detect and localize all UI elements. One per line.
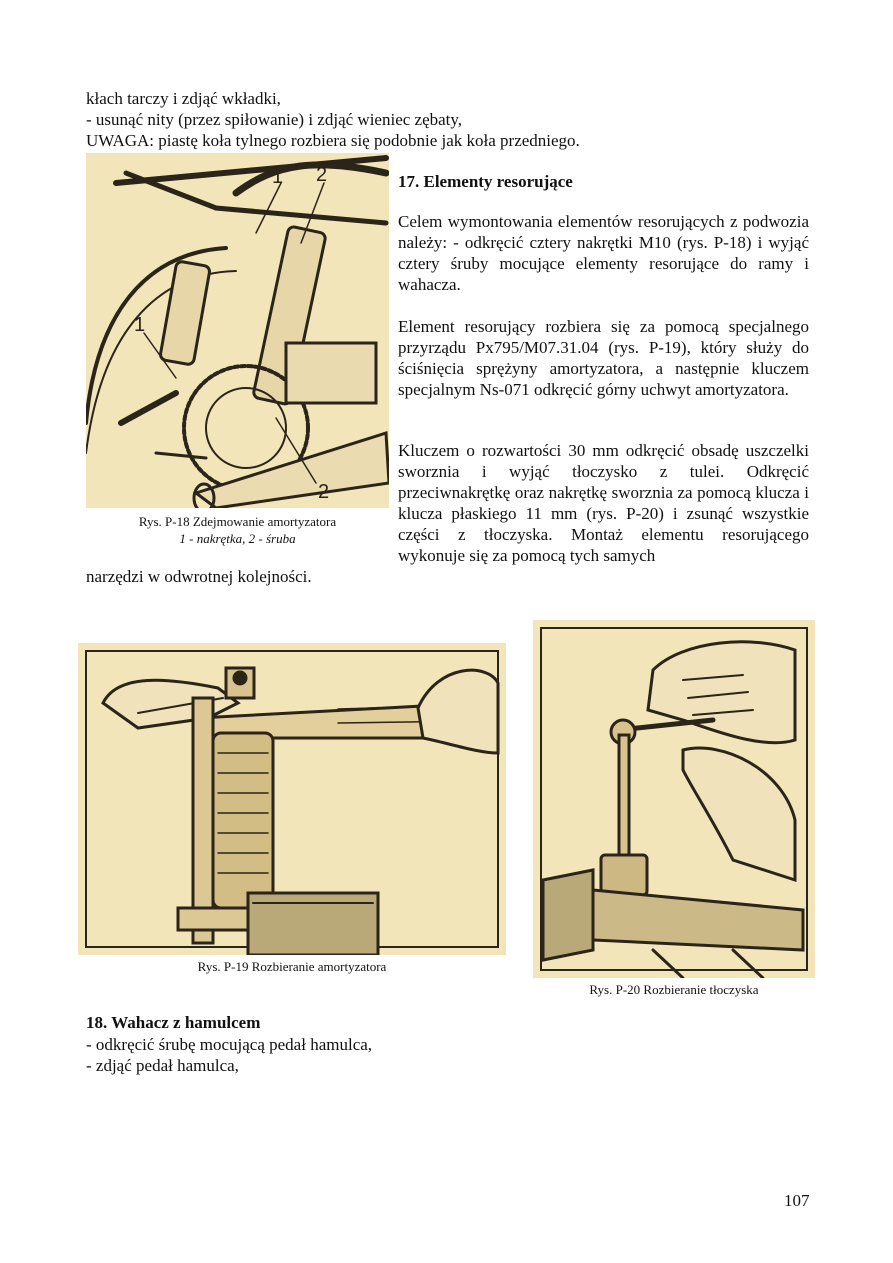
figure-p18-caption: Rys. P-18 Zdejmowanie amortyzatora (138, 514, 337, 529)
section-18-heading: 18. Wahacz z hamulcem (86, 1013, 261, 1032)
figure-p18-illustration (86, 153, 389, 508)
section-17-paragraph-2: Element resorujący rozbiera się za pomocą specjalnego przyrządu Px795/M07.31.04 (rys. P-19), który służy do ściśnięcia sprężyny amortyzatora, a następnie kluczem specjalnym Ns-071 odkręcić górny uchwyt amortyzatora. (398, 317, 809, 399)
figure-p20-illustration (533, 620, 815, 978)
section-17-heading: 17. Elementy resorujące (398, 172, 573, 191)
figure-p18-label-1-left: 1 (134, 314, 146, 336)
figure-p18-label-2-bottom: 2 (318, 481, 330, 503)
figure-p18-subcaption: 1 - nakrętka, 2 - śruba (179, 531, 296, 546)
figure-p18 (86, 153, 389, 508)
page-number: 107 (784, 1191, 810, 1210)
figure-p20 (533, 620, 815, 978)
figure-p18-label-2-top: 2 (316, 164, 328, 186)
intro-line-2: - usunąć nity (przez spiłowanie) i zdjąć wieniec zębaty, (86, 110, 463, 129)
figure-p19 (78, 643, 506, 955)
section-17-paragraph-3: Kluczem o rozwartości 30 mm odkręcić obsadę uszczelki sworznia i wyjąć tłoczysko z tulei. Odkręcić przeciwnakrętkę oraz nakrętkę sworznia za pomocą klucza i klucza płaskiego 11 mm (rys. P-20) i zsunąć wszystkie części z tłoczyska. Montaż elementu resorującego wykonuje się za pomocą tych samych (398, 441, 809, 565)
figure-p20-caption: Rys. P-20 Rozbieranie tłoczyska (589, 982, 759, 997)
section-17-paragraph-1: Celem wymontowania elementów resorujących z podwozia należy: - odkręcić cztery nakrętki M10 (rys. P-18) i wyjąć cztery śruby mocujące elementy resorujące do ramy i wahacza. (398, 212, 809, 294)
figure-p19-illustration (78, 643, 506, 955)
figure-p18-label-1-top: 1 (272, 166, 284, 188)
section-18-item-1: - odkręcić śrubę mocującą pedał hamulca, (86, 1035, 373, 1054)
intro-line-1: kłach tarczy i zdjąć wkładki, (86, 89, 281, 108)
intro-line-3: UWAGA: piastę koła tylnego rozbiera się podobnie jak koła przedniego. (86, 131, 580, 150)
section-18-item-2: - zdjąć pedał hamulca, (86, 1056, 239, 1075)
figure-p19-caption: Rys. P-19 Rozbieranie amortyzatora (197, 959, 387, 974)
section-17-paragraph-3-end: narzędzi w odwrotnej kolejności. (86, 567, 312, 586)
